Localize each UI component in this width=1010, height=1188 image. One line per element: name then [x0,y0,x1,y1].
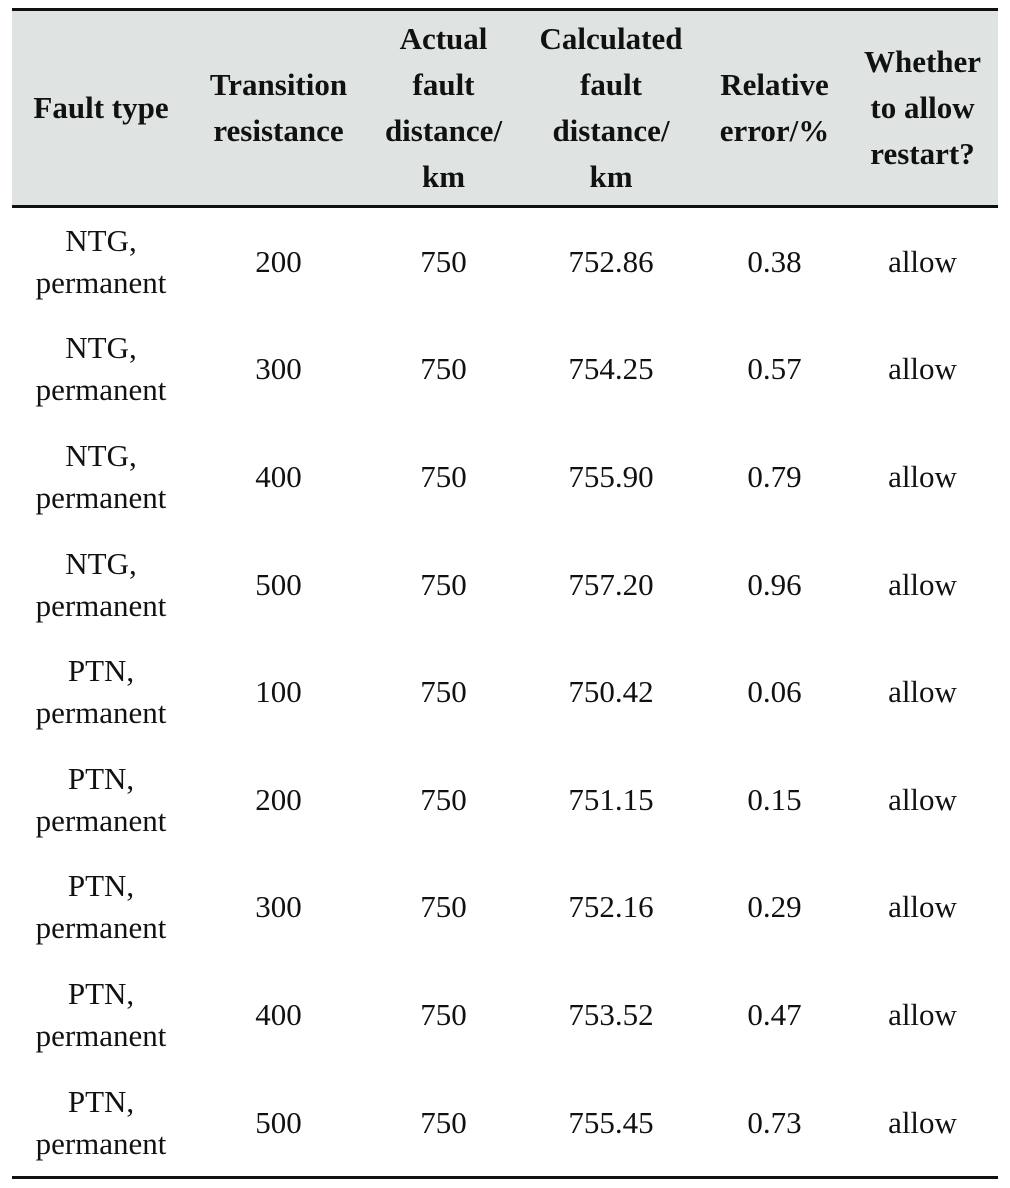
header-line: Transition [209,67,348,102]
fault-type-line: NTG, [65,222,137,258]
cell-calculated-distance: 752.16 [568,889,654,925]
cell-allow-restart: allow [888,458,957,494]
cell-fault-type [12,961,190,1069]
header-fault-type [12,10,190,207]
fault-type-line: permanent [35,264,167,300]
table-row [12,1069,998,1178]
table-row [12,316,998,424]
fault-type-line: NTG, [65,330,137,366]
cell-relative-error: 0.57 [747,351,802,387]
cell-transition-resistance: 200 [255,781,302,817]
fault-type-line: permanent [35,372,167,408]
header-line: km [421,159,466,194]
cell-actual-distance: 750 [420,351,467,387]
cell-fault-type [12,638,190,746]
cell-transition-resistance: 300 [255,889,302,925]
fault-type-line: PTN, [67,975,135,1011]
fault-type-line: permanent [35,910,167,946]
fault-type-line: NTG, [65,437,137,473]
header-line: to allow [870,90,975,125]
fault-location-table [12,8,998,1179]
fault-type-line: permanent [35,479,167,515]
cell-relative-error: 0.06 [747,674,802,710]
cell-actual-distance: 750 [420,566,467,602]
header-transition-resistance [190,10,367,207]
header-line: fault [580,67,642,102]
cell-transition-resistance: 300 [255,351,302,387]
cell-relative-error: 0.79 [747,458,802,494]
table-row [12,207,998,316]
header-line: Relative [720,67,829,102]
cell-allow-restart: allow [888,674,957,710]
cell-allow-restart: allow [888,781,957,817]
cell-actual-distance: 750 [420,458,467,494]
table-row [12,746,998,854]
cell-allow-restart: allow [888,243,957,279]
cell-transition-resistance: 500 [255,566,302,602]
fault-type-line: PTN, [67,760,135,796]
fault-type-line: permanent [35,1017,167,1053]
cell-calculated-distance: 755.90 [568,458,654,494]
header-line: error/% [719,113,830,148]
cell-relative-error: 0.96 [747,566,802,602]
table-row [12,423,998,531]
fault-type-line: NTG, [65,545,137,581]
header-line: Actual [399,21,488,56]
cell-relative-error: 0.38 [747,243,802,279]
fault-type-line: permanent [35,695,167,731]
fault-type-line: PTN, [67,1083,135,1119]
cell-calculated-distance: 755.45 [520,1069,702,1178]
fault-type-line: permanent [35,802,167,838]
cell-calculated-distance: 757.20 [568,566,654,602]
header-allow-restart [847,10,998,207]
header-line: distance/ [384,113,503,148]
cell-actual-distance: 750 [420,889,467,925]
cell-actual-distance: 750 [367,1069,520,1178]
cell-transition-resistance: 200 [255,243,302,279]
cell-actual-distance: 750 [420,781,467,817]
header-line: Calculated [539,21,683,56]
header-line: restart? [870,136,975,171]
cell-actual-distance: 750 [420,243,467,279]
cell-fault-type [12,854,190,962]
header-actual-distance [367,10,520,207]
cell-calculated-distance: 754.25 [568,351,654,387]
cell-calculated-distance: 750.42 [568,674,654,710]
header-line: Whether [863,44,982,79]
header-line: fault [412,67,475,102]
header-line: distance/ [552,113,670,148]
header-calculated-distance [520,10,702,207]
cell-calculated-distance: 752.86 [568,243,654,279]
cell-transition-resistance: 500 [190,1069,367,1178]
fault-type-line: permanent [35,1125,167,1161]
cell-allow-restart: allow [888,889,957,925]
header-line: resistance [213,113,344,148]
cell-actual-distance: 750 [420,674,467,710]
cell-allow-restart: allow [888,996,957,1032]
cell-allow-restart: allow [847,1069,998,1178]
cell-fault-type [12,423,190,531]
header-line: km [589,159,633,194]
header-relative-error [702,10,847,207]
cell-fault-type [12,207,190,316]
header-line: Fault type [33,90,169,125]
cell-relative-error: 0.47 [747,996,802,1032]
fault-location-table-container [12,8,998,1179]
cell-transition-resistance: 400 [255,458,302,494]
cell-transition-resistance: 100 [255,674,302,710]
cell-fault-type [12,531,190,639]
fault-type-line: PTN, [67,868,135,904]
table-row [12,854,998,962]
cell-relative-error: 0.15 [747,781,802,817]
cell-actual-distance: 750 [420,996,467,1032]
cell-fault-type [12,1069,190,1178]
table-row [12,531,998,639]
fault-type-line: permanent [35,587,167,623]
cell-fault-type [12,746,190,854]
cell-relative-error: 0.73 [702,1069,847,1178]
cell-calculated-distance: 753.52 [568,996,654,1032]
table-header [12,10,998,207]
table-row [12,638,998,746]
cell-relative-error: 0.29 [747,889,802,925]
fault-type-line: PTN, [67,653,135,689]
cell-calculated-distance: 751.15 [568,781,654,817]
cell-fault-type [12,316,190,424]
cell-allow-restart: allow [888,351,957,387]
cell-allow-restart: allow [888,566,957,602]
header-row [12,10,998,207]
cell-transition-resistance: 400 [255,996,302,1032]
table-body [12,207,998,1178]
table-row [12,961,998,1069]
